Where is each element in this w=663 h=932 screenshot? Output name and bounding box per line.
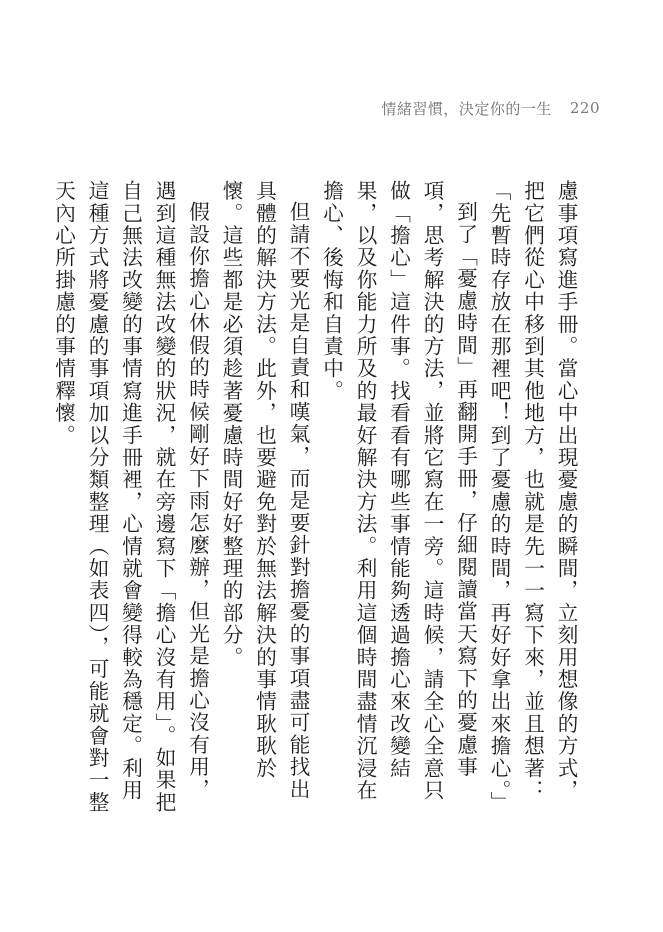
paragraph: 慮事項寫進手冊。當心中出現憂慮的瞬間，立刻用想像的方式，把它們從心中移到其他地方，也就是先一一寫下來，並且想著：「先暫時存放在那裡吧！到了憂慮的時間，再好好拿出來擔心。」	[487, 180, 578, 814]
vertical-body-text	[51, 180, 582, 820]
paragraph: 但請不要光是自責和嘆氣，而是要針對擔憂的事項盡可能找出具體的解決方法。此外，也要避免對於無法解決的事情耿耿於懷。這些都是必須趁著憂慮時間好好整理的部分。	[219, 180, 310, 800]
page-number: 220	[569, 99, 600, 117]
paragraph: 假設你擔心休假的時候剛好下雨怎麼辦，但光是擔心沒有用，遇到這種無法改變的狀況，就在旁邊寫下「擔心沒有用」。如果把自己無法改變的事情寫進手冊裡，心情就會變得較為穩定。利用這種方式將憂慮的事項加以分類整理（如表四），可能就會對一整天內心所掛慮的事情釋懷。	[51, 180, 210, 814]
paragraph: 到了「憂慮時間」再翻開手冊，仔細閱讀當天寫下的憂慮事項，思考解決的方法，並將它寫在一旁。這時候，請全心全意只做「擔心」這件事。找看看有哪些事情能夠透過擔心來改變結果，以及你能力所及的最好解決方法。利用這個時間盡情沉浸在擔心、後悔和自責中。	[319, 180, 478, 802]
book-title: 情緒習慣，決定你的一生	[381, 99, 552, 118]
running-header	[330, 96, 600, 120]
